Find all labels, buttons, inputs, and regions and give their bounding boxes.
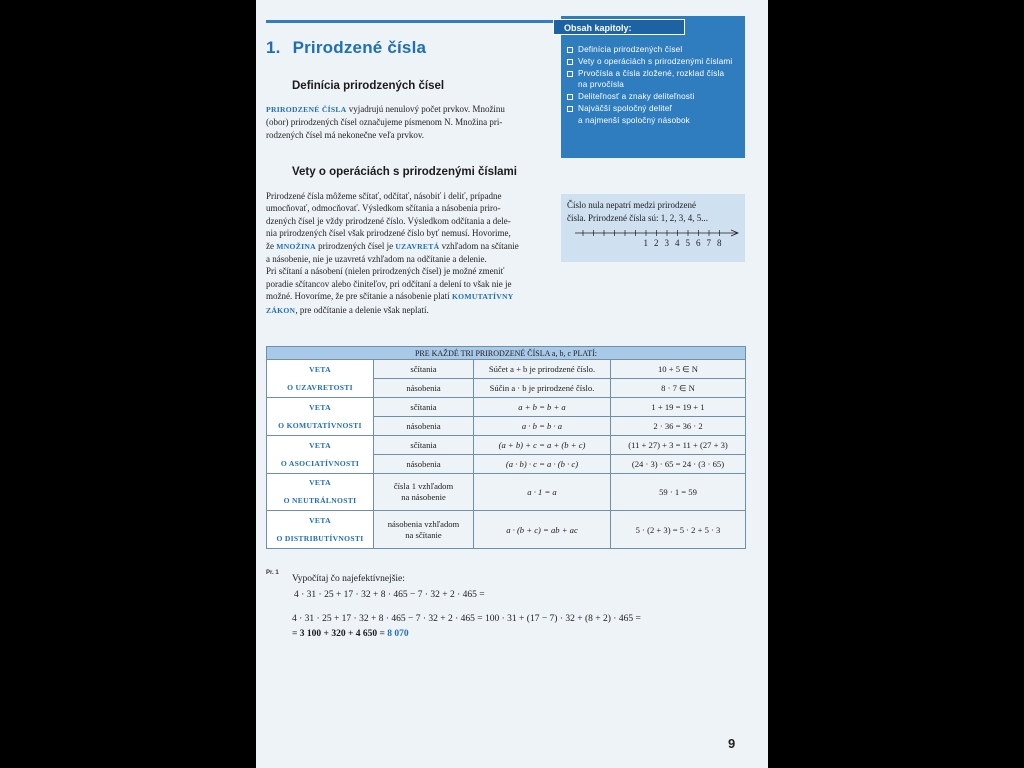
number-line xyxy=(561,226,745,256)
table-row: násobenia a · b = b · a 2 · 36 = 36 · 2 xyxy=(267,417,746,436)
definition-paragraph: PRIRODZENÉ ČÍSLA vyjadrujú nenulový počet prvkov. Množinu (obor) prirodzených čísel označujeme písmenom N. Množina pri- rodzených čísel má nekonečne veľa prvkov. xyxy=(266,104,505,140)
contents-item: Vety o operáciách s prirodzenými číslami xyxy=(567,56,743,68)
theorem-asociativnost: VETA O ASOCIATÍVNOSTI xyxy=(267,436,374,474)
chapter-number: 1. xyxy=(266,38,281,57)
number-line-label: 4 xyxy=(675,238,680,248)
number-line-label: 7 xyxy=(706,238,711,248)
table-row: VETA O NEUTRÁLNOSTI čísla 1 vzhľadom na násobenie a · 1 = a 59 · 1 = 59 xyxy=(267,474,746,511)
example-expression: 4 · 31 · 25 + 17 · 32 + 8 · 465 − 7 · 32 + 2 · 465 = xyxy=(294,590,485,600)
contents-item: Najväčší spoločný deliteľ xyxy=(567,103,743,115)
contents-list xyxy=(567,44,743,127)
checkbox-icon xyxy=(567,94,573,100)
chapter-title-text: Prirodzené čísla xyxy=(292,38,427,57)
chapter-contents-box xyxy=(561,16,745,158)
number-line-label: 2 xyxy=(654,238,659,248)
properties-table xyxy=(266,346,746,549)
example-label: Pr. 1 xyxy=(266,570,279,576)
contents-item: Definícia prirodzených čísel xyxy=(567,44,743,56)
operations-paragraph: Prirodzené čísla môžeme sčítať, odčítať, násobiť i deliť, prípadne umocňovať, odmocňovať. Výsledkom sčítania a násobenia priro- dzených čísel je vždy prirodzené číslo. Výsledkom odčítania a dele- nia prirodzených čísel však prirodzené číslo byť nemusí. Hovorime, že MNOŽINA prirodzených čísel je UZAVRETÁ vzhľadom na sčítanie a násobenie, nie je uzavretá vzhľadom na odčítanie a delenie. Pri sčítaní a násobení (nielen prirodzených čísel) je možné zmeniť poradie sčítancov alebo činiteľov, pri odčítaní a delení to však nie je možné. Hovoríme, že pre sčítanie a násobenie platí KOMUTATÍVNY ZÁKON, pre odčítanie a delenie však neplatí. xyxy=(266,191,519,315)
checkbox-icon xyxy=(567,71,573,77)
table-row: VETA O UZAVRETOSTI sčítania Súčet a + b je prirodzené číslo. 10 + 5 ∈ N xyxy=(267,360,746,379)
example-task: Vypočítaj čo najefektívnejšie: xyxy=(292,574,405,584)
operations-heading: Vety o operáciách s prirodzenými číslami xyxy=(292,166,517,178)
zero-note-box xyxy=(561,194,745,262)
keyword-mnozina: MNOŽINA xyxy=(276,241,316,251)
number-line-label: 6 xyxy=(696,238,701,248)
theorem-uzavretost: VETA O UZAVRETOSTI xyxy=(267,360,374,398)
example-solution-line1: 4 · 31 · 25 + 17 · 32 + 8 · 465 − 7 · 32 + 2 · 465 = 100 · 31 + (17 − 7) · 32 + (8 + 2) · 465 = xyxy=(292,614,641,624)
table-row: násobenia Súčin a · b je prirodzené číslo. 8 · 7 ∈ N xyxy=(267,379,746,398)
number-line-label: 1 xyxy=(643,238,648,248)
contents-item: Prvočísla a čísla zložené, rozklad čísla xyxy=(567,68,743,80)
theorem-komutativnost: VETA O KOMUTATÍVNOSTI xyxy=(267,398,374,436)
theorem-distributivnost: VETA O DISTRIBUTÍVNOSTI xyxy=(267,511,374,549)
contents-item-continuation: a najmenší spoločný násobok xyxy=(578,115,690,125)
keyword-zakon: ZÁKON xyxy=(266,305,296,315)
page-number: 9 xyxy=(728,736,736,751)
checkbox-icon xyxy=(567,59,573,65)
example-solution-line2: = 3 100 + 320 + 4 650 = 8 070 xyxy=(292,629,409,639)
checkbox-icon xyxy=(567,106,573,112)
number-line-label: 3 xyxy=(664,238,669,248)
keyword-prirodzene-cisla: PRIRODZENÉ ČÍSLA xyxy=(266,105,347,114)
table-row: VETA O ASOCIATÍVNOSTI sčítania (a + b) + c = a + (b + c) (11 + 27) + 3 = 11 + (27 + 3) xyxy=(267,436,746,455)
header-rule xyxy=(266,20,566,23)
example-result: 8 070 xyxy=(387,629,409,639)
table-row: VETA O DISTRIBUTÍVNOSTI násobenia vzhľadom na sčítanie a · (b + c) = ab + ac 5 · (2 + 3) = 5 · 2 + 5 · 3 xyxy=(267,511,746,549)
contents-item: Deliteľnosť a znaky deliteľnosti xyxy=(567,91,743,103)
textbook-page xyxy=(256,0,768,768)
contents-heading: Obsah kapitoly: xyxy=(553,19,685,35)
definition-heading: Definícia prirodzených čísel xyxy=(292,80,445,92)
number-line-label: 8 xyxy=(717,238,722,248)
chapter-title xyxy=(266,38,426,58)
keyword-komutativny: KOMUTATÍVNY xyxy=(451,292,514,302)
table-header: PRE KAŽDÉ TRI PRIRODZENÉ ČÍSLA a, b, c PLATÍ: xyxy=(267,347,746,360)
zero-note-text: Číslo nula nepatrí medzi prirodzené čísla. Prirodzené čísla sú: 1, 2, 3, 4, 5... xyxy=(567,200,708,223)
table-row: VETA O KOMUTATÍVNOSTI sčítania a + b = b + a 1 + 19 = 19 + 1 xyxy=(267,398,746,417)
checkbox-icon xyxy=(567,47,573,53)
contents-item-continuation: na prvočísla xyxy=(578,80,624,90)
number-line-label: 5 xyxy=(685,238,690,248)
keyword-uzavreta: UZAVRETÁ xyxy=(395,241,440,251)
table-row: násobenia (a · b) · c = a · (b · c) (24 · 3) · 65 = 24 · (3 · 65) xyxy=(267,455,746,474)
theorem-neutralnost: VETA O NEUTRÁLNOSTI xyxy=(267,474,374,511)
